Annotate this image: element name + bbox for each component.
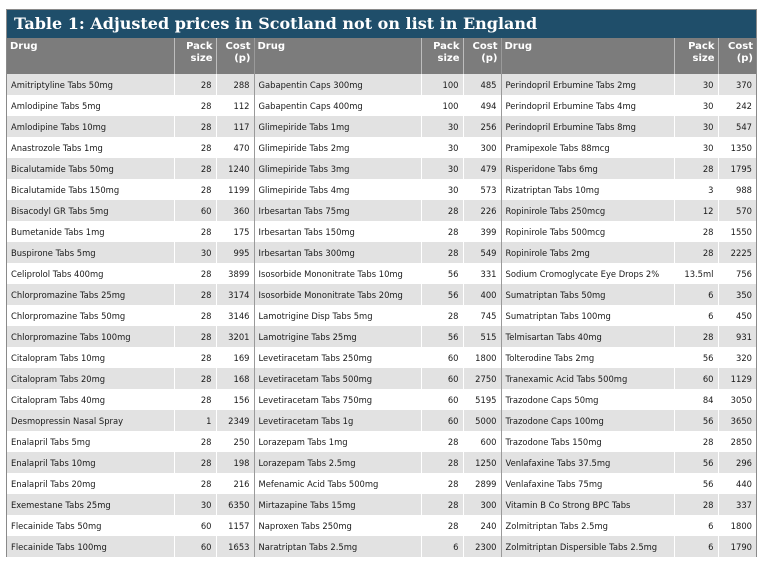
pack-size-cell: 28 — [674, 242, 718, 263]
cost-cell: 256 — [463, 116, 501, 137]
pack-size-cell: 28 — [421, 452, 463, 473]
pack-size-cell: 28 — [174, 368, 216, 389]
pack-size-cell: 28 — [421, 494, 463, 515]
table-row — [7, 158, 756, 179]
drug-cell: Ropinirole Tabs 500mcg — [501, 221, 674, 242]
drug-cell: Sumatriptan Tabs 100mg — [501, 305, 674, 326]
pack-size-cell: 28 — [174, 473, 216, 494]
pack-size-cell: 28 — [174, 452, 216, 473]
cost-cell: 515 — [463, 326, 501, 347]
pack-size-cell: 30 — [674, 74, 718, 95]
pack-size-cell: 3 — [674, 179, 718, 200]
drug-cell: Amlodipine Tabs 5mg — [7, 95, 174, 116]
cost-cell: 169 — [216, 347, 254, 368]
pack-size-cell: 28 — [174, 284, 216, 305]
pack-size-cell: 30 — [674, 137, 718, 158]
drug-cell: Enalapril Tabs 20mg — [7, 473, 174, 494]
drug-cell: Zolmitriptan Tabs 2.5mg — [501, 515, 674, 536]
drug-cell: Lorazepam Tabs 2.5mg — [254, 452, 421, 473]
pack-size-cell: 56 — [674, 452, 718, 473]
pack-size-cell: 60 — [174, 515, 216, 536]
drug-cell: Isosorbide Mononitrate Tabs 20mg — [254, 284, 421, 305]
cost-cell: 1350 — [718, 137, 756, 158]
pack-size-cell: 60 — [174, 200, 216, 221]
drug-cell: Glimepiride Tabs 2mg — [254, 137, 421, 158]
drug-cell: Perindopril Erbumine Tabs 4mg — [501, 95, 674, 116]
cost-cell: 250 — [216, 431, 254, 452]
cost-cell: 600 — [463, 431, 501, 452]
drug-cell: Venlafaxine Tabs 75mg — [501, 473, 674, 494]
cost-cell: 1199 — [216, 179, 254, 200]
cost-cell: 370 — [718, 74, 756, 95]
col-header-cost: Cost (p) — [216, 38, 254, 74]
pack-size-cell: 30 — [421, 116, 463, 137]
col-header-pack-size: Pack size — [674, 38, 718, 74]
cost-cell: 300 — [463, 494, 501, 515]
cost-cell: 470 — [216, 137, 254, 158]
drug-cell: Mirtazapine Tabs 15mg — [254, 494, 421, 515]
drug-cell: Tolterodine Tabs 2mg — [501, 347, 674, 368]
drug-cell: Chlorpromazine Tabs 100mg — [7, 326, 174, 347]
pack-size-cell: 28 — [674, 431, 718, 452]
pack-size-cell: 28 — [174, 347, 216, 368]
pack-size-cell: 60 — [421, 347, 463, 368]
cost-cell: 5000 — [463, 410, 501, 431]
drug-cell: Ropinirole Tabs 2mg — [501, 242, 674, 263]
pack-size-cell: 30 — [674, 95, 718, 116]
pack-size-cell: 28 — [174, 263, 216, 284]
drug-cell: Levetiracetam Tabs 500mg — [254, 368, 421, 389]
drug-cell: Pramipexole Tabs 88mcg — [501, 137, 674, 158]
cost-cell: 226 — [463, 200, 501, 221]
pack-size-cell: 28 — [421, 515, 463, 536]
cost-cell: 440 — [718, 473, 756, 494]
cost-cell: 3050 — [718, 389, 756, 410]
cost-cell: 198 — [216, 452, 254, 473]
cost-cell: 240 — [463, 515, 501, 536]
cost-cell: 2750 — [463, 368, 501, 389]
cost-cell: 549 — [463, 242, 501, 263]
pack-size-cell: 28 — [174, 158, 216, 179]
cost-cell: 3146 — [216, 305, 254, 326]
table-row — [7, 200, 756, 221]
cost-cell: 485 — [463, 74, 501, 95]
cost-cell: 1800 — [463, 347, 501, 368]
cost-cell: 399 — [463, 221, 501, 242]
pack-size-cell: 56 — [421, 263, 463, 284]
drug-cell: Tranexamic Acid Tabs 500mg — [501, 368, 674, 389]
cost-cell: 331 — [463, 263, 501, 284]
pack-size-cell: 56 — [674, 473, 718, 494]
cost-cell: 995 — [216, 242, 254, 263]
table-row — [7, 305, 756, 326]
table-row — [7, 74, 756, 95]
table-row — [7, 494, 756, 515]
cost-cell: 1653 — [216, 536, 254, 557]
cost-cell: 1240 — [216, 158, 254, 179]
table-row — [7, 536, 756, 557]
drug-cell: Bumetanide Tabs 1mg — [7, 221, 174, 242]
drug-cell: Gabapentin Caps 400mg — [254, 95, 421, 116]
drug-cell: Anastrozole Tabs 1mg — [7, 137, 174, 158]
drug-cell: Rizatriptan Tabs 10mg — [501, 179, 674, 200]
drug-cell: Irbesartan Tabs 150mg — [254, 221, 421, 242]
drug-cell: Lamotrigine Tabs 25mg — [254, 326, 421, 347]
cost-cell: 1790 — [718, 536, 756, 557]
drug-cell: Irbesartan Tabs 300mg — [254, 242, 421, 263]
table-row — [7, 452, 756, 473]
drug-cell: Perindopril Erbumine Tabs 8mg — [501, 116, 674, 137]
cost-cell: 573 — [463, 179, 501, 200]
col-header-drug: Drug — [254, 38, 421, 74]
drug-cell: Trazodone Caps 100mg — [501, 410, 674, 431]
drug-cell: Citalopram Tabs 10mg — [7, 347, 174, 368]
pack-size-cell: 60 — [421, 389, 463, 410]
pack-size-cell: 28 — [674, 326, 718, 347]
pack-size-cell: 28 — [674, 221, 718, 242]
pack-size-cell: 28 — [421, 221, 463, 242]
drug-cell: Zolmitriptan Dispersible Tabs 2.5mg — [501, 536, 674, 557]
drug-cell: Mefenamic Acid Tabs 500mg — [254, 473, 421, 494]
drug-cell: Citalopram Tabs 20mg — [7, 368, 174, 389]
table-row — [7, 473, 756, 494]
drug-cell: Naproxen Tabs 250mg — [254, 515, 421, 536]
cost-cell: 1157 — [216, 515, 254, 536]
drug-cell: Telmisartan Tabs 40mg — [501, 326, 674, 347]
pack-size-cell: 60 — [674, 368, 718, 389]
cost-cell: 3899 — [216, 263, 254, 284]
cost-cell: 360 — [216, 200, 254, 221]
drug-cell: Trazodone Caps 50mg — [501, 389, 674, 410]
pack-size-cell: 28 — [174, 137, 216, 158]
cost-cell: 320 — [718, 347, 756, 368]
cost-cell: 931 — [718, 326, 756, 347]
table-row — [7, 242, 756, 263]
cost-cell: 2850 — [718, 431, 756, 452]
drug-cell: Flecainide Tabs 50mg — [7, 515, 174, 536]
pack-size-cell: 1 — [174, 410, 216, 431]
cost-cell: 300 — [463, 137, 501, 158]
pack-size-cell: 28 — [421, 473, 463, 494]
drug-cell: Risperidone Tabs 6mg — [501, 158, 674, 179]
pack-size-cell: 28 — [174, 95, 216, 116]
drug-cell: Sumatriptan Tabs 50mg — [501, 284, 674, 305]
pack-size-cell: 30 — [174, 242, 216, 263]
pack-size-cell: 30 — [421, 158, 463, 179]
drug-cell: Exemestane Tabs 25mg — [7, 494, 174, 515]
cost-cell: 288 — [216, 74, 254, 95]
pack-size-cell: 28 — [174, 116, 216, 137]
drug-cell: Chlorpromazine Tabs 50mg — [7, 305, 174, 326]
table-row — [7, 347, 756, 368]
pack-size-cell: 6 — [674, 536, 718, 557]
cost-cell: 6350 — [216, 494, 254, 515]
table-title: Table 1: Adjusted prices in Scotland not on list in England — [7, 10, 756, 38]
table-row — [7, 179, 756, 200]
pack-size-cell: 100 — [421, 95, 463, 116]
pack-size-cell: 6 — [421, 536, 463, 557]
cost-cell: 2349 — [216, 410, 254, 431]
pack-size-cell: 28 — [674, 494, 718, 515]
pack-size-cell: 60 — [174, 536, 216, 557]
drug-cell: Chlorpromazine Tabs 25mg — [7, 284, 174, 305]
drug-cell: Glimepiride Tabs 4mg — [254, 179, 421, 200]
drug-cell: Amlodipine Tabs 10mg — [7, 116, 174, 137]
pack-size-cell: 28 — [174, 305, 216, 326]
cost-cell: 745 — [463, 305, 501, 326]
cost-cell: 216 — [216, 473, 254, 494]
cost-cell: 1800 — [718, 515, 756, 536]
drug-cell: Celiprolol Tabs 400mg — [7, 263, 174, 284]
pack-size-cell: 56 — [674, 347, 718, 368]
cost-cell: 242 — [718, 95, 756, 116]
drug-cell: Glimepiride Tabs 3mg — [254, 158, 421, 179]
pack-size-cell: 30 — [421, 137, 463, 158]
drug-cell: Desmopressin Nasal Spray — [7, 410, 174, 431]
pack-size-cell: 12 — [674, 200, 718, 221]
drug-cell: Sodium Cromoglycate Eye Drops 2% — [501, 263, 674, 284]
cost-cell: 2300 — [463, 536, 501, 557]
pack-size-cell: 28 — [174, 326, 216, 347]
drug-cell: Flecainide Tabs 100mg — [7, 536, 174, 557]
drug-cell: Irbesartan Tabs 75mg — [254, 200, 421, 221]
cost-cell: 296 — [718, 452, 756, 473]
pack-size-cell: 30 — [674, 116, 718, 137]
cost-cell: 547 — [718, 116, 756, 137]
cost-cell: 337 — [718, 494, 756, 515]
pack-size-cell: 28 — [174, 179, 216, 200]
drug-cell: Trazodone Tabs 150mg — [501, 431, 674, 452]
pack-size-cell: 28 — [674, 158, 718, 179]
drug-cell: Lorazepam Tabs 1mg — [254, 431, 421, 452]
drug-cell: Amitriptyline Tabs 50mg — [7, 74, 174, 95]
cost-cell: 988 — [718, 179, 756, 200]
pack-size-cell: 56 — [421, 326, 463, 347]
cost-cell: 1250 — [463, 452, 501, 473]
table-row — [7, 368, 756, 389]
pack-size-cell: 6 — [674, 284, 718, 305]
drug-cell: Bisacodyl GR Tabs 5mg — [7, 200, 174, 221]
table-row — [7, 263, 756, 284]
pack-size-cell: 28 — [174, 74, 216, 95]
drug-cell: Levetiracetam Tabs 1g — [254, 410, 421, 431]
pack-size-cell: 60 — [421, 410, 463, 431]
pack-size-cell: 28 — [174, 221, 216, 242]
cost-cell: 112 — [216, 95, 254, 116]
drug-cell: Enalapril Tabs 5mg — [7, 431, 174, 452]
cost-cell: 450 — [718, 305, 756, 326]
pack-size-cell: 28 — [174, 389, 216, 410]
pack-size-cell: 30 — [421, 179, 463, 200]
drug-cell: Venlafaxine Tabs 37.5mg — [501, 452, 674, 473]
cost-cell: 2225 — [718, 242, 756, 263]
cost-cell: 479 — [463, 158, 501, 179]
header-row — [7, 38, 756, 74]
cost-cell: 117 — [216, 116, 254, 137]
cost-cell: 1795 — [718, 158, 756, 179]
drug-cell: Buspirone Tabs 5mg — [7, 242, 174, 263]
drug-cell: Ropinirole Tabs 250mcg — [501, 200, 674, 221]
drug-cell: Lamotrigine Disp Tabs 5mg — [254, 305, 421, 326]
pack-size-cell: 28 — [421, 200, 463, 221]
drug-cell: Levetiracetam Tabs 250mg — [254, 347, 421, 368]
cost-cell: 3174 — [216, 284, 254, 305]
pack-size-cell: 84 — [674, 389, 718, 410]
col-header-cost: Cost (p) — [463, 38, 501, 74]
cost-cell: 3650 — [718, 410, 756, 431]
cost-cell: 756 — [718, 263, 756, 284]
pack-size-cell: 28 — [421, 305, 463, 326]
cost-cell: 1129 — [718, 368, 756, 389]
table-body — [7, 74, 756, 557]
table-row — [7, 431, 756, 452]
table-row — [7, 410, 756, 431]
cost-cell: 5195 — [463, 389, 501, 410]
table-row — [7, 137, 756, 158]
cost-cell: 2899 — [463, 473, 501, 494]
col-header-drug: Drug — [7, 38, 174, 74]
col-header-pack-size: Pack size — [174, 38, 216, 74]
cost-cell: 494 — [463, 95, 501, 116]
drug-cell: Perindopril Erbumine Tabs 2mg — [501, 74, 674, 95]
cost-cell: 400 — [463, 284, 501, 305]
cost-cell: 350 — [718, 284, 756, 305]
pack-size-cell: 6 — [674, 515, 718, 536]
cost-cell: 570 — [718, 200, 756, 221]
table-row — [7, 221, 756, 242]
pack-size-cell: 30 — [174, 494, 216, 515]
drug-cell: Isosorbide Mononitrate Tabs 10mg — [254, 263, 421, 284]
pack-size-cell: 6 — [674, 305, 718, 326]
cost-cell: 3201 — [216, 326, 254, 347]
table-row — [7, 116, 756, 137]
pack-size-cell: 13.5ml — [674, 263, 718, 284]
pack-size-cell: 28 — [421, 242, 463, 263]
table-row — [7, 389, 756, 410]
pack-size-cell: 60 — [421, 368, 463, 389]
drug-cell: Citalopram Tabs 40mg — [7, 389, 174, 410]
drug-cell: Bicalutamide Tabs 50mg — [7, 158, 174, 179]
table-row — [7, 515, 756, 536]
drug-cell: Gabapentin Caps 300mg — [254, 74, 421, 95]
cost-cell: 156 — [216, 389, 254, 410]
drug-cell: Vitamin B Co Strong BPC Tabs — [501, 494, 674, 515]
drug-cell: Levetiracetam Tabs 750mg — [254, 389, 421, 410]
drug-cell: Naratriptan Tabs 2.5mg — [254, 536, 421, 557]
pack-size-cell: 100 — [421, 74, 463, 95]
table-row — [7, 95, 756, 116]
cost-cell: 168 — [216, 368, 254, 389]
price-table — [7, 38, 756, 557]
pack-size-cell: 56 — [421, 284, 463, 305]
pack-size-cell: 28 — [174, 431, 216, 452]
drug-cell: Enalapril Tabs 10mg — [7, 452, 174, 473]
pack-size-cell: 28 — [421, 431, 463, 452]
table-row — [7, 326, 756, 347]
col-header-pack-size: Pack size — [421, 38, 463, 74]
drug-cell: Glimepiride Tabs 1mg — [254, 116, 421, 137]
cost-cell: 1550 — [718, 221, 756, 242]
drug-cell: Bicalutamide Tabs 150mg — [7, 179, 174, 200]
table-row — [7, 284, 756, 305]
cost-cell: 175 — [216, 221, 254, 242]
col-header-drug: Drug — [501, 38, 674, 74]
col-header-cost: Cost (p) — [718, 38, 756, 74]
pack-size-cell: 56 — [674, 410, 718, 431]
price-table-panel — [6, 9, 757, 557]
